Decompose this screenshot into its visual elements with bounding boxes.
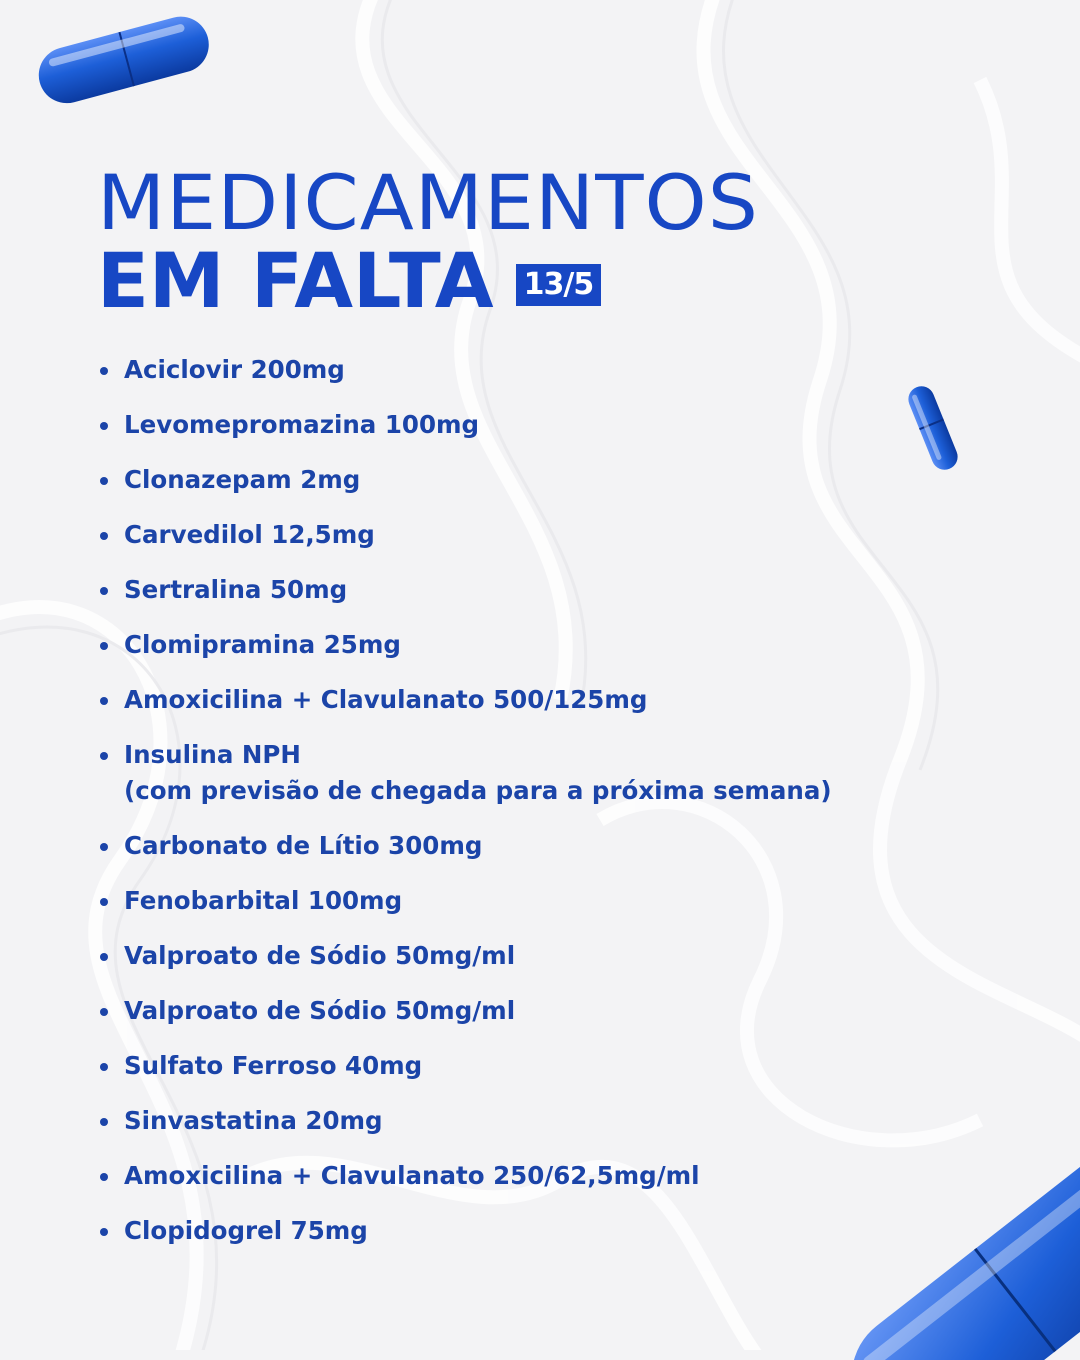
medication-name: Clomipramina 25mg [124, 630, 401, 659]
bullet-icon [100, 752, 108, 760]
medication-name: Valproato de Sódio 50mg/ml [124, 941, 516, 970]
list-item [97, 1048, 917, 1084]
list-item [97, 883, 917, 919]
title-block [97, 158, 759, 325]
medication-name: Sulfato Ferroso 40mg [124, 1051, 423, 1080]
bullet-icon [100, 422, 108, 430]
list-item [97, 682, 917, 718]
bullet-icon [100, 367, 108, 375]
list-item [97, 407, 917, 443]
list-item [97, 993, 917, 1029]
bullet-icon [100, 477, 108, 485]
list-item [97, 352, 917, 388]
bullet-icon [100, 1118, 108, 1126]
medication-name: Amoxicilina + Clavulanato 250/62,5mg/ml [124, 1161, 700, 1190]
medication-name: Aciclovir 200mg [124, 355, 345, 384]
medication-name: Valproato de Sódio 50mg/ml [124, 996, 516, 1025]
list-item [97, 737, 917, 809]
medication-name: Sinvastatina 20mg [124, 1106, 383, 1135]
medication-name: Carvedilol 12,5mg [124, 520, 375, 549]
list-item [97, 572, 917, 608]
medication-name: Sertralina 50mg [124, 575, 348, 604]
page-subtitle: EM FALTA [97, 236, 494, 325]
medication-name: Clonazepam 2mg [124, 465, 361, 494]
list-item [97, 1213, 917, 1249]
bullet-icon [100, 1008, 108, 1016]
bullet-icon [100, 1173, 108, 1181]
bullet-icon [100, 898, 108, 906]
list-item [97, 627, 917, 663]
list-item [97, 462, 917, 498]
date-badge: 13/5 [516, 264, 602, 306]
bullet-icon [100, 587, 108, 595]
medication-list [97, 352, 917, 1268]
bullet-icon [100, 697, 108, 705]
medication-name: Insulina NPH [124, 740, 301, 769]
bullet-icon [100, 532, 108, 540]
list-item [97, 517, 917, 553]
capsule-icon [28, 10, 218, 105]
medication-name: Levomepromazina 100mg [124, 410, 480, 439]
bullet-icon [100, 1228, 108, 1236]
bullet-icon [100, 843, 108, 851]
list-item [97, 1158, 917, 1194]
list-item [97, 1103, 917, 1139]
page-subtitle-row [97, 238, 734, 324]
bullet-icon [100, 953, 108, 961]
page-title: MEDICAMENTOS [97, 158, 759, 247]
list-item [97, 938, 917, 974]
medication-name: Fenobarbital 100mg [124, 886, 403, 915]
medication-name: Carbonato de Lítio 300mg [124, 831, 483, 860]
medication-name: Clopidogrel 75mg [124, 1216, 368, 1245]
medication-name: Amoxicilina + Clavulanato 500/125mg [124, 685, 648, 714]
bullet-icon [100, 1063, 108, 1071]
bullet-icon [100, 642, 108, 650]
medication-note: (com previsão de chegada para a próxima semana) [124, 776, 832, 805]
list-item [97, 828, 917, 864]
